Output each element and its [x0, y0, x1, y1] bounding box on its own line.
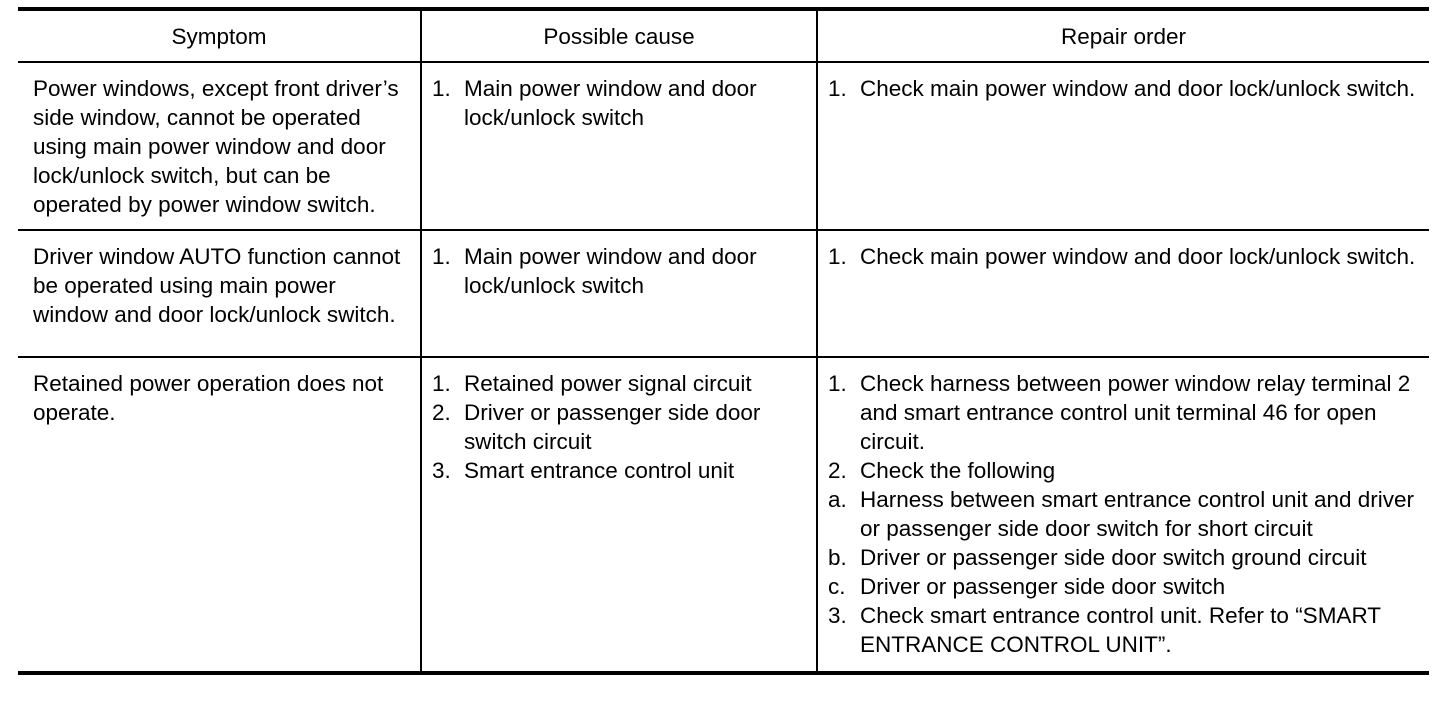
cause-item: [432, 369, 808, 398]
symptom-cell: Driver window AUTO function cannot be operated using main power window and door lock/unlock switch.: [18, 230, 421, 357]
cause-item: [432, 242, 808, 300]
cause-item: [432, 456, 808, 485]
repair-item: [828, 242, 1421, 271]
repair-item: [828, 456, 1421, 485]
repair-item-text: Harness between smart entrance control unit and driver or passenger side door switch for short circuit: [860, 487, 1415, 541]
repair-item-number: a.: [828, 487, 847, 512]
repair-item-text: Check main power window and door lock/unlock switch.: [860, 244, 1416, 269]
repair-item: [828, 543, 1421, 572]
header-row: [18, 9, 1429, 62]
repair-order-cell: [817, 357, 1429, 673]
repair-order-cell: [817, 230, 1429, 357]
repair-item-number: 1.: [828, 76, 847, 101]
possible-cause-cell: [421, 62, 817, 230]
repair-item-text: Check main power window and door lock/unlock switch.: [860, 76, 1416, 101]
repair-item-number: 2.: [828, 458, 847, 483]
cause-item-number: 2.: [432, 400, 451, 425]
cause-item-number: 1.: [432, 371, 451, 396]
repair-item-number: 3.: [828, 603, 847, 628]
table-header: [18, 9, 1429, 62]
possible-cause-cell: [421, 357, 817, 673]
cause-item-text: Retained power signal circuit: [464, 371, 752, 396]
cause-item-number: 3.: [432, 458, 451, 483]
trouble-diagnosis-table: [18, 7, 1429, 675]
cause-item-number: 1.: [432, 76, 451, 101]
table-row: [18, 230, 1429, 357]
repair-order-cell: [817, 62, 1429, 230]
table-row: [18, 62, 1429, 230]
cause-item-text: Smart entrance control unit: [464, 458, 735, 483]
table-body: [18, 62, 1429, 673]
cause-item: [432, 398, 808, 456]
repair-item-text: Check harness between power window relay terminal 2 and smart entrance control unit terminal 46 for open circuit.: [860, 371, 1411, 454]
repair-item-text: Driver or passenger side door switch: [860, 574, 1226, 599]
table-row: [18, 357, 1429, 673]
repair-item: [828, 572, 1421, 601]
possible-cause-cell: [421, 230, 817, 357]
repair-item: [828, 369, 1421, 456]
repair-item-number: c.: [828, 574, 846, 599]
header-possible-cause: Possible cause: [421, 9, 817, 62]
repair-item-number: b.: [828, 545, 847, 570]
header-symptom: Symptom: [18, 9, 421, 62]
cause-item: [432, 74, 808, 132]
cause-item-text: Driver or passenger side door switch circuit: [464, 400, 761, 454]
symptom-cell: Power windows, except front driver’s side window, cannot be operated using main power window and door lock/unlock switch, but can be operated by power window switch.: [18, 62, 421, 230]
repair-item: [828, 74, 1421, 103]
cause-item-number: 1.: [432, 244, 451, 269]
repair-item-number: 1.: [828, 244, 847, 269]
repair-item-number: 1.: [828, 371, 847, 396]
header-repair-order: Repair order: [817, 9, 1429, 62]
cause-item-text: Main power window and door lock/unlock switch: [464, 76, 757, 130]
repair-item-text: Driver or passenger side door switch ground circuit: [860, 545, 1367, 570]
repair-item-text: Check the following: [860, 458, 1056, 483]
repair-item-text: Check smart entrance control unit. Refer to “SMART ENTRANCE CONTROL UNIT”.: [860, 603, 1381, 657]
cause-item-text: Main power window and door lock/unlock switch: [464, 244, 757, 298]
symptom-cell: Retained power operation does not operate.: [18, 357, 421, 673]
repair-item: [828, 601, 1421, 659]
repair-item: [828, 485, 1421, 543]
